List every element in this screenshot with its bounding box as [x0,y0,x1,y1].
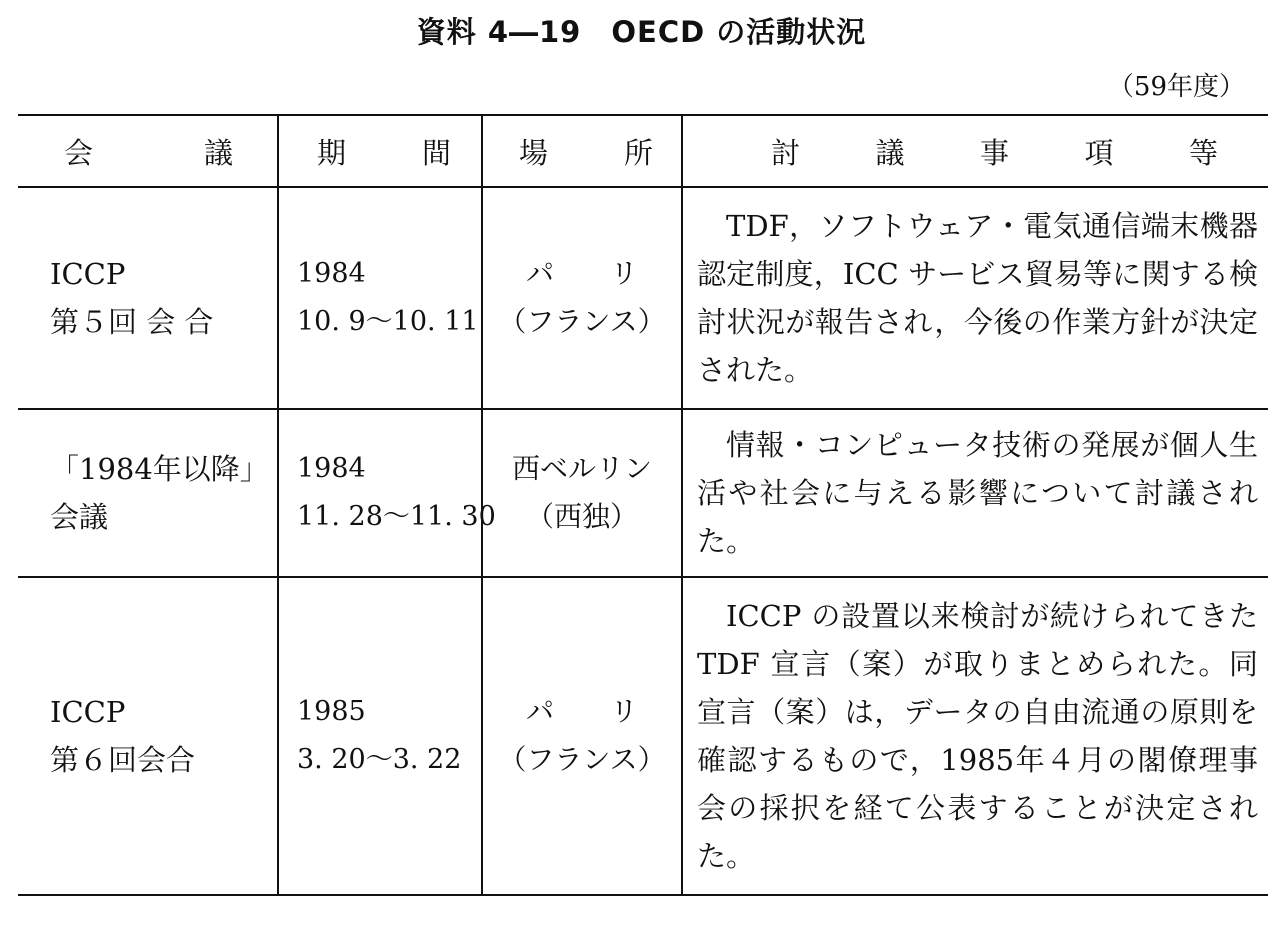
header-topics-char: 等 [1188,135,1218,170]
header-period-char: 間 [421,135,451,170]
place-city: 西ベルリン [511,452,652,485]
header-topics-char: 項 [1084,135,1114,170]
place-city: パ リ [525,695,638,728]
table-row [18,187,1268,409]
topics-cell: ICCP の設置以来検討が続けられてきた TDF 宣言（案）が取りまとめられた。同宣言（案）は，データの自由流通の原則を確認するもので，1985年４月の閣僚理事会の採択を経て公表することが決定された。 [682,577,1268,895]
conference-session: 第６回会合 [50,743,196,777]
oecd-activities-table [18,114,1268,896]
place-country: （西独） [525,500,638,533]
conference-session: 会議 [50,500,109,534]
place-cell [482,187,682,409]
header-place [482,115,682,187]
header-topics-char: 議 [875,135,905,170]
header-topics-char: 討 [771,135,801,170]
header-place-char: 所 [623,135,653,170]
period-cell [278,409,496,577]
period-dates: 10. 9〜10. 11 [297,306,479,337]
header-conference [18,115,278,187]
period-year: 1984 [297,453,366,484]
topics-cell: TDF，ソフトウェア・電気通信端末機器認定制度，ICC サービス貿易等に関する検討状況が報告され，今後の作業方針が決定された。 [682,187,1268,409]
fiscal-year-note: （59年度） [1107,72,1245,102]
conference-name: ICCP [50,257,126,291]
conference-name: ICCP [50,695,126,729]
place-cell [482,577,682,895]
header-topics [682,115,1268,187]
place-cell [482,409,682,577]
header-topics-char: 事 [979,135,1009,170]
page-title: 資料 4―19 OECD の活動状況 [416,15,867,49]
period-year: 1984 [297,258,366,289]
header-conference-char: 議 [203,135,233,170]
table-row [18,577,1268,895]
topics-cell: 情報・コンピュータ技術の発展が個人生活や社会に与える影響について討議された。 [682,409,1268,577]
header-period [278,115,482,187]
table-header-row [18,115,1268,187]
period-dates: 11. 28〜11. 30 [297,501,496,532]
conference-cell [18,409,278,577]
period-cell [278,577,482,895]
place-city: パ リ [525,257,638,290]
table-row [18,409,1268,577]
period-dates: 3. 20〜3. 22 [297,744,462,775]
period-cell [278,187,482,409]
header-place-char: 場 [519,135,549,170]
header-period-char: 期 [317,135,347,170]
conference-cell [18,577,278,895]
conference-session: 第５回 会 合 [50,305,214,339]
conference-name: 「1984年以降」 [50,452,269,486]
header-conference-char: 会 [64,135,94,170]
period-year: 1985 [297,696,366,727]
place-country: （フランス） [498,305,666,338]
place-country: （フランス） [498,743,666,776]
conference-cell [18,187,278,409]
